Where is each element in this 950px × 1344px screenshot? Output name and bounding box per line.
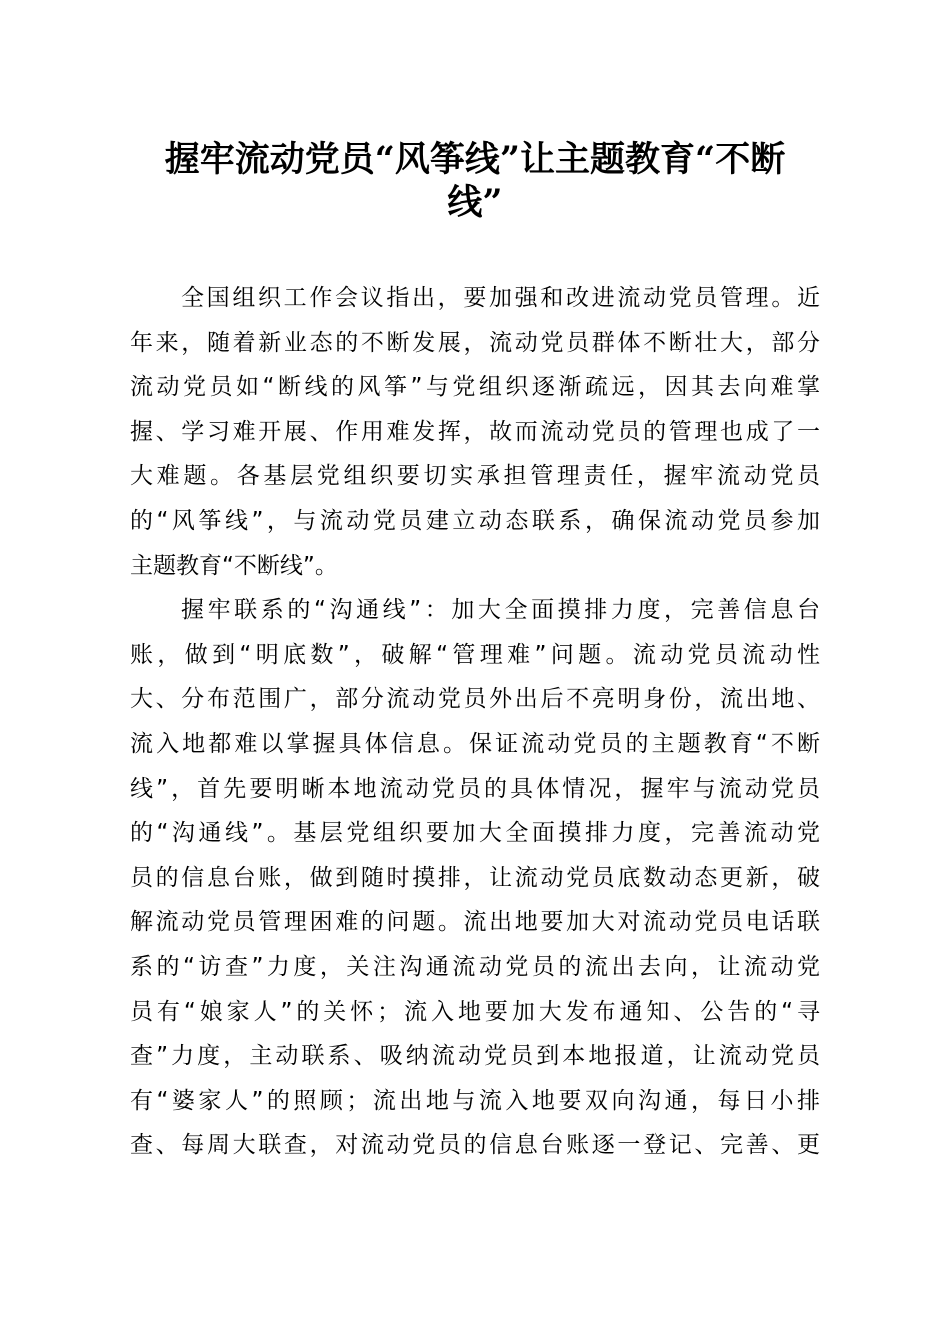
document-title: [120, 138, 830, 224]
text-line: 全国组织工作会议指出，要加强和改进流动党员管理。近: [181, 285, 820, 311]
text-line: 年来，随着新业态的不断发展，流动党员群体不断壮大，部分: [130, 329, 820, 356]
paragraph: [130, 588, 820, 1168]
text-line: 大、分布范围广，部分流动党员外出后不亮明身份，流出地、: [130, 686, 820, 713]
text-line: 查、每周大联查，对流动党员的信息台账逐一登记、完善、更: [130, 1132, 820, 1159]
title-line: 线”: [447, 182, 503, 223]
document-body: [130, 276, 820, 1168]
text-line: 账，做到“明底数”，破解“管理难”问题。流动党员流动性: [130, 641, 820, 668]
text-line: 线”，首先要明晰本地流动党员的具体情况，握牢与流动党员: [130, 775, 820, 802]
text-line: 握牢联系的“沟通线”：加大全面摸排力度，完善信息台: [181, 597, 820, 624]
text-line: 握、学习难开展、作用难发挥，故而流动党员的管理也成了一: [130, 418, 820, 445]
text-line: 流入地都难以掌握具体信息。保证流动党员的主题教育“不断: [130, 730, 820, 757]
text-line: 的“沟通线”。基层党组织要加大全面摸排力度，完善流动党: [130, 820, 820, 847]
text-line: 员有“娘家人”的关怀；流入地要加大发布通知、公告的“寻: [130, 998, 820, 1025]
text-line: 大难题。各基层党组织要切实承担管理责任，握牢流动党员: [130, 463, 820, 490]
text-line: 查”力度，主动联系、吸纳流动党员到本地报道，让流动党员: [130, 1043, 820, 1070]
text-line: 的“风筝线”，与流动党员建立动态联系，确保流动党员参加: [130, 507, 820, 534]
text-line: 有“婆家人”的照顾；流出地与流入地要双向沟通，每日小排: [130, 1087, 820, 1114]
text-line: 主题教育“不断线”。: [130, 552, 338, 579]
text-line: 解流动党员管理困难的问题。流出地要加大对流动党员电话联: [130, 909, 820, 936]
text-line: 系的“访查”力度，关注沟通流动党员的流出去向，让流动党: [130, 953, 820, 980]
text-line: 员的信息台账，做到随时摸排，让流动党员底数动态更新，破: [130, 864, 820, 891]
title-line: 握牢流动党员“风筝线”让主题教育“不断: [164, 139, 786, 180]
text-line: 流动党员如“断线的风筝”与党组织逐渐疏远，因其去向难掌: [130, 374, 820, 401]
paragraph: [130, 276, 820, 588]
